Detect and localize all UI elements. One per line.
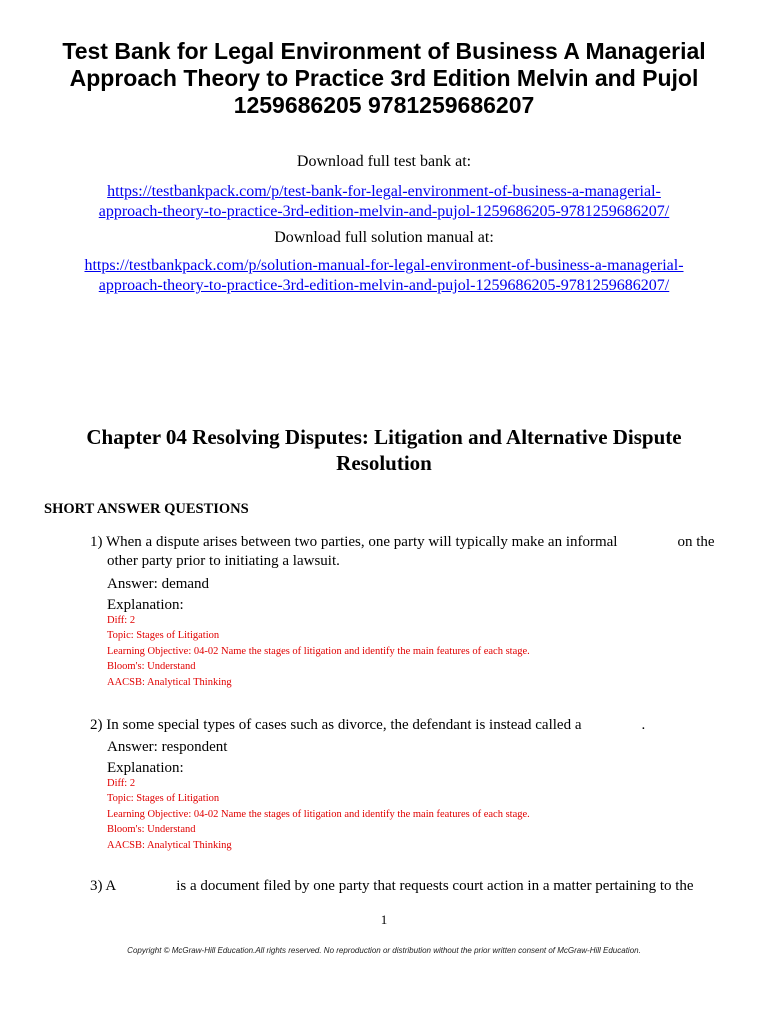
document-title: Test Bank for Legal Environment of Business A Managerial Approach Theory to Practice 3rd Edition Melvin and Pujol 1259686205 9781259686207 [62, 38, 706, 118]
question-1-answer: Answer: demand [107, 576, 210, 592]
question-1 [90, 533, 727, 571]
section-heading: SHORT ANSWER QUESTIONS [44, 501, 249, 517]
question-2-topic: Topic: Stages of Litigation [107, 793, 220, 805]
question-2-explanation: Explanation: [107, 760, 184, 776]
test-bank-link-line-1[interactable]: https://testbankpack.com/p/test-bank-for-legal-environment-of-business-a-managerial- [107, 183, 661, 200]
question-2-metadata [107, 776, 530, 853]
question-1-aacsb: AACSB: Analytical Thinking [107, 676, 232, 688]
question-2-answer: Answer: respondent [107, 739, 228, 755]
test-bank-link-line-2[interactable]: approach-theory-to-practice-3rd-edition-melvin-and-pujol-1259686205-9781259686207/ [98, 203, 670, 220]
question-2-text: 2) In some special types of cases such as divorce, the defendant is instead called a [90, 717, 582, 733]
question-2-blank [582, 717, 642, 733]
question-1-metadata [107, 613, 530, 690]
question-1-explanation: Explanation: [107, 597, 184, 613]
question-1-text-end: on the other party prior to initiating a lawsuit. [107, 534, 715, 569]
solution-link-line-2[interactable]: approach-theory-to-practice-3rd-edition-melvin-and-pujol-1259686205-9781259686207/ [98, 277, 670, 294]
question-2-text-end: . [641, 717, 646, 733]
question-2-diff: Diff: 2 [107, 778, 136, 789]
download-solution-label: Download full solution manual at: [274, 229, 494, 246]
question-1-diff: Diff: 2 [107, 615, 136, 626]
page-number: 1 [380, 912, 388, 927]
question-3-text: 3) A [90, 878, 117, 894]
question-1-text: 1) When a dispute arises between two parties, one party will typically make an informal [90, 534, 618, 550]
chapter-title: Chapter 04 Resolving Disputes: Litigation and Alternative Dispute Resolution [86, 425, 682, 475]
question-3 [90, 877, 710, 896]
question-3-blank [116, 878, 176, 894]
question-2-blooms: Bloom's: Understand [107, 824, 196, 836]
question-1-topic: Topic: Stages of Litigation [107, 630, 220, 642]
question-2 [90, 716, 710, 735]
copyright-footer: Copyright © McGraw-Hill Education.All rights reserved. No reproduction or distribution without the prior written consent of McGraw-Hill Education. [127, 946, 641, 955]
test-bank-link[interactable] [0, 182, 768, 222]
question-3-text-end: is a document filed by one party that requests court action in a matter pertaining to the [176, 878, 694, 894]
question-1-blooms: Bloom's: Understand [107, 661, 196, 673]
question-2-aacsb: AACSB: Analytical Thinking [107, 839, 232, 851]
solution-link-line-1[interactable]: https://testbankpack.com/p/solution-manual-for-legal-environment-of-business-a-managerial- [84, 257, 684, 274]
download-test-bank-label: Download full test bank at: [296, 153, 472, 170]
question-1-objective: Learning Objective: 04-02 Name the stages of litigation and identify the main features of each stage. [107, 645, 530, 657]
solution-manual-link[interactable] [0, 256, 768, 296]
question-1-blank [617, 534, 677, 550]
question-2-objective: Learning Objective: 04-02 Name the stages of litigation and identify the main features of each stage. [107, 808, 530, 820]
